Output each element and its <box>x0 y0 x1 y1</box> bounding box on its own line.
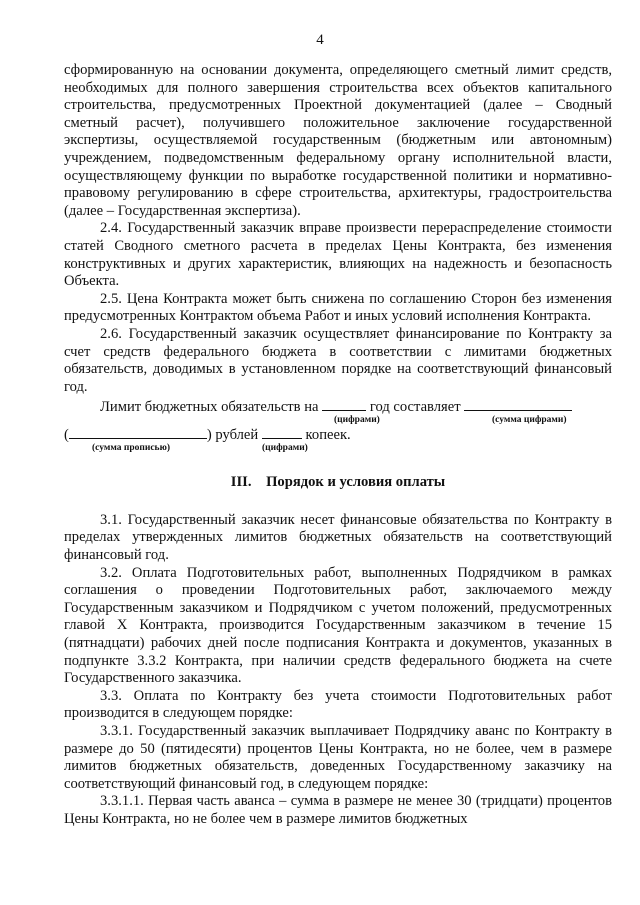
sum-words-line <box>64 424 612 454</box>
paragraph-2-4: 2.4. Государственный заказчик вправе произвести перераспределение стоимости статей Сводного сметного расчета в пределах Цены Контракта, без изменения конструктивных и других характеристик, влияющих на надежность и безопасность Объекта. <box>64 220 612 290</box>
open-paren: ( <box>64 427 69 444</box>
caption-digits: (цифрами) <box>334 415 380 426</box>
paragraph-3-2: 3.2. Оплата Подготовительных работ, выполненных Подрядчиком в рамках соглашения о проведении Подготовительных работ, заключаемого между Государственным заказчиком и Подрядчиком с учетом положений, предусмотренных главой X Контракта, производится Государственным заказчиком в течение 15 (пятнадцати) рабочих дней после подписания Контракта и документов, указанных в подпункте 3.3.2 Контракта, при наличии средств федерального бюджета на счете Государственного заказчика. <box>64 564 612 687</box>
budget-limit-text2: год составляет <box>369 399 461 416</box>
paragraph-2-3-continued: сформированную на основании документа, определяющего сметный лимит средств, необходимых для полного завершения строительства всех объектов капитального строительства, предусмотренных Проектной документацией (далее – Сводный сметный расчет), получившего положительное заключение государственной экспертизы, осуществляемой государственным (бюджетным или автономным) учреждением, подведомственным федеральному органу исполнительной власти, осуществляющему функции по выработке государственной политики и нормативно-правовому регулированию в сфере строительства, архитектуры, градостроительства (далее – Государственная экспертиза). <box>64 62 612 219</box>
year-blank <box>322 396 366 411</box>
paragraph-3-3: 3.3. Оплата по Контракту без учета стоимости Подготовительных работ производится в следующем порядке: <box>64 687 612 722</box>
sum-digits-blank <box>464 396 572 411</box>
budget-limit-text: Лимит бюджетных обязательств на <box>100 399 319 416</box>
sum-words-blank <box>69 424 207 439</box>
caption-sum-words: (сумма прописью) <box>92 443 170 454</box>
page-number: 4 <box>316 32 324 48</box>
paragraph-2-5: 2.5. Цена Контракта может быть снижена по соглашению Сторон без изменения предусмотренных Контрактом объема Работ и иных условий исполнения Контракта. <box>64 290 612 325</box>
paragraph-3-3-1: 3.3.1. Государственный заказчик выплачивает Подрядчику аванс по Контракту в размере до 50 (пятидесяти) процентов Цены Контракта, но не более, чем в размере лимитов бюджетных обязательств, доведенных Государственному заказчику на соответствующий финансовый год, в следующем порядке: <box>64 723 612 792</box>
paragraph-3-3-1-1: 3.3.1.1. Первая часть аванса – сумма в размере не менее 30 (тридцати) процентов Цены Контракта, но не более чем в размере лимитов бюджетных <box>64 793 612 827</box>
caption-sum-digits: (сумма цифрами) <box>492 415 567 426</box>
budget-limit-line <box>64 396 612 426</box>
caption-digits-2: (цифрами) <box>262 443 308 454</box>
paragraph-2-6: 2.6. Государственный заказчик осуществляет финансирование по Контракту за счет средств федерального бюджета в соответствии с лимитами бюджетных обязательств, доводимых в установленном порядке на соответствующий финансовый год. <box>64 325 612 395</box>
paragraph-3-1: 3.1. Государственный заказчик несет финансовые обязательства по Контракту в пределах утвержденных лимитов бюджетных обязательств на соответствующий финансовый год. <box>64 511 612 564</box>
kopecks-blank <box>262 424 302 439</box>
section-title: III. Порядок и условия оплаты <box>230 474 446 491</box>
rubles-text: ) рублей <box>206 427 259 444</box>
kopecks-text: копеек. <box>305 427 351 444</box>
document-body <box>64 62 612 829</box>
